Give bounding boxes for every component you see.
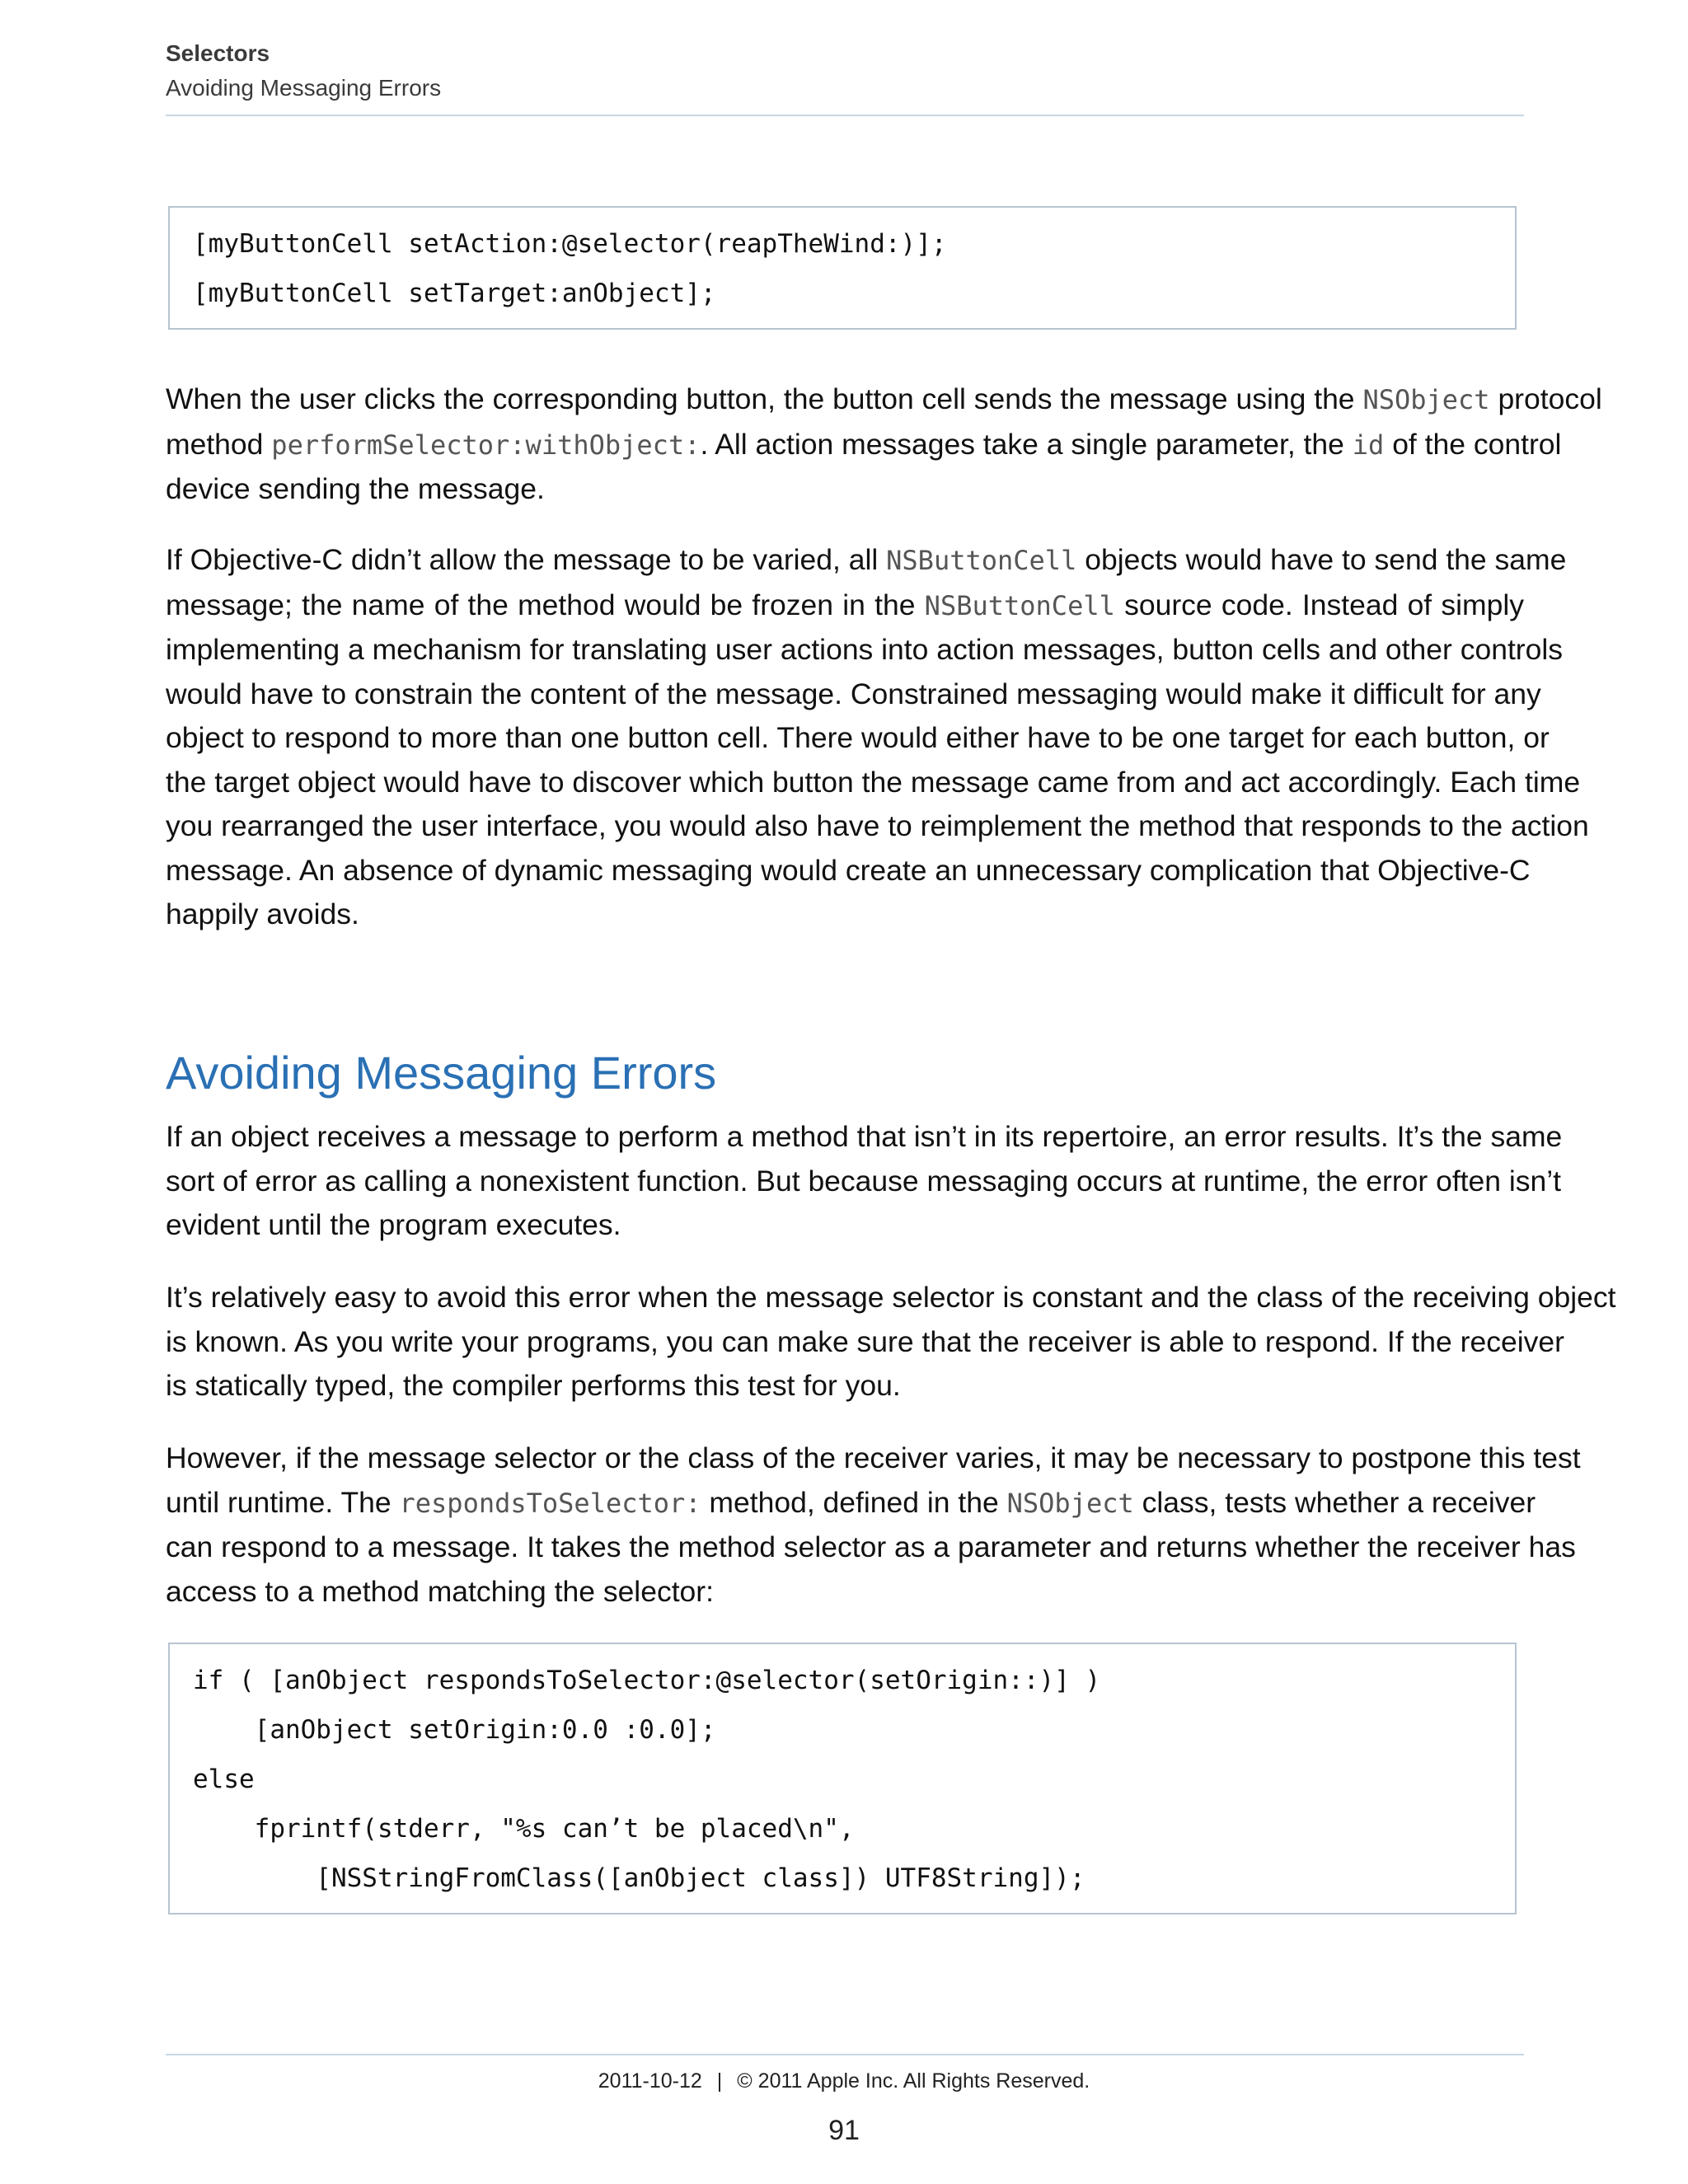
paragraph-line: is known. As you write your programs, you can make sure that the receiver is able to respond. If the receiver (166, 1324, 1564, 1358)
paragraph-line: sort of error as calling a nonexistent function. But because messaging occurs at runtime, the error often isn’t (166, 1164, 1562, 1197)
inline-code: performSelector:withObject: (271, 429, 701, 461)
paragraph-line: access to a method matching the selector: (166, 1574, 714, 1608)
header-chapter: Selectors (166, 40, 270, 66)
paragraph-line: the target object would have to discover which button the message came from and act accordingly. Each time (166, 765, 1581, 799)
footer-copyright: © 2011 Apple Inc. All Rights Reserved. (737, 2069, 1090, 2093)
paragraph-line: method performSelector:withObject:. All action messages take a single parameter, the id of the control (166, 427, 1562, 461)
inline-code: respondsToSelector: (399, 1487, 701, 1519)
paragraph-3 (166, 1115, 1563, 1248)
footer-separator: | (716, 2069, 723, 2093)
paragraph-1 (166, 377, 1602, 512)
paragraph-line: message. An absence of dynamic messaging would create an unnecessary complication that Objective-C (166, 853, 1531, 887)
inline-code: NSObject (1006, 1487, 1134, 1519)
paragraph-line: When the user clicks the corresponding button, the button cell sends the message using the NSObject protocol (166, 382, 1602, 415)
paragraph-line: device sending the message. (166, 472, 545, 505)
inline-code: NSButtonCell (886, 545, 1077, 576)
code-block-2 (168, 1643, 1517, 1915)
paragraph-line: until runtime. The respondsToSelector: method, defined in the NSObject class, tests whether a receiver (166, 1485, 1536, 1519)
paragraph-line: If an object receives a message to perform a method that isn’t in its repertoire, an error results. It’s the same (166, 1120, 1563, 1153)
header-divider (166, 115, 1524, 116)
inline-code: NSObject (1362, 384, 1490, 415)
code-block-1 (168, 206, 1517, 330)
paragraph-4 (166, 1276, 1616, 1408)
page-number: 91 (828, 2115, 860, 2146)
code-line: [myButtonCell setTarget:anObject]; (193, 279, 716, 308)
code-line: [myButtonCell setAction:@selector(reapTheWind:)]; (193, 229, 947, 259)
paragraph-line: However, if the message selector or the class of the receiver varies, it may be necessary to postpone this test (166, 1441, 1581, 1474)
code-line: [anObject setOrigin:0.0 :0.0]; (193, 1715, 716, 1745)
paragraph-5 (166, 1436, 1581, 1614)
code-line: else (193, 1765, 255, 1794)
inline-code: id (1352, 429, 1385, 461)
inline-code: NSButtonCell (924, 589, 1115, 621)
code-line: fprintf(stderr, "%s can’t be placed\n", (193, 1814, 855, 1844)
code-line: [NSStringFromClass([anObject class]) UTF8String]); (193, 1863, 1085, 1893)
paragraph-line: object to respond to more than one button cell. There would either have to be one target for each button, or (166, 721, 1550, 754)
paragraph-line: If Objective-C didn’t allow the message to be varied, all NSButtonCell objects would have to send the same (166, 543, 1567, 576)
paragraph-line: It’s relatively easy to avoid this error when the message selector is constant and the class of the receiving object (166, 1281, 1616, 1314)
footer-date: 2011-10-12 (598, 2069, 702, 2093)
page-footer (0, 2064, 1688, 2097)
paragraph-2 (166, 538, 1589, 937)
paragraph-line: can respond to a message. It takes the method selector as a parameter and returns whether the receiver has (166, 1530, 1576, 1563)
code-line: if ( [anObject respondsToSelector:@selector(setOrigin::)] ) (193, 1666, 1101, 1695)
paragraph-line: is statically typed, the compiler performs this test for you. (166, 1369, 901, 1402)
paragraph-line: you rearranged the user interface, you would also have to reimplement the method that responds to the action (166, 809, 1589, 842)
paragraph-line: message; the name of the method would be frozen in the NSButtonCell source code. Instead of simply (166, 588, 1524, 621)
section-heading: Avoiding Messaging Errors (166, 1047, 717, 1099)
running-header (166, 36, 441, 105)
paragraph-line: happily avoids. (166, 898, 359, 930)
footer-divider (166, 2054, 1524, 2055)
paragraph-line: implementing a mechanism for translating user actions into action messages, button cells and other controls (166, 633, 1564, 666)
header-section: Avoiding Messaging Errors (166, 75, 442, 101)
paragraph-line: evident until the program executes. (166, 1208, 621, 1241)
paragraph-line: would have to constrain the content of the message. Constrained messaging would make it difficult for any (166, 677, 1541, 710)
